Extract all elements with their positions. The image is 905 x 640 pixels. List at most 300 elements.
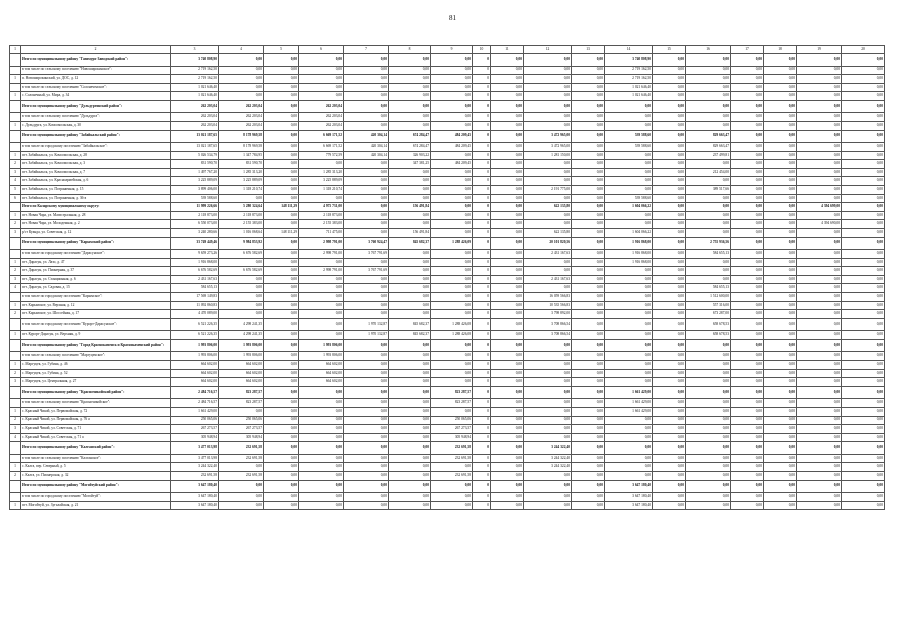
value-cell: 674 284,47 <box>389 130 431 143</box>
value-cell: 0,00 <box>764 331 797 340</box>
value-cell: 267 273,57 <box>171 425 219 434</box>
value-cell: 11 999 226,66 <box>171 203 219 212</box>
value-cell: 0,00 <box>431 250 473 259</box>
value-cell: 0,00 <box>431 100 473 113</box>
value-cell: 1 970 132,87 <box>344 331 389 340</box>
value-cell: 3 472 965,00 <box>524 143 572 152</box>
column-number: 4 <box>219 46 264 54</box>
table-row <box>10 211 885 220</box>
value-cell: 0,00 <box>731 113 764 122</box>
table-row <box>10 471 885 480</box>
row-index: 1 <box>10 501 21 510</box>
value-cell: 0,00 <box>491 378 524 387</box>
value-cell: 0,00 <box>299 258 344 267</box>
value-cell: 0,00 <box>264 416 299 425</box>
value-cell: 17 569 149,83 <box>171 293 219 302</box>
value-cell: 0,00 <box>389 310 431 319</box>
value-cell: 0,00 <box>389 211 431 220</box>
value-cell: 0,00 <box>389 433 431 442</box>
value-cell: 0,00 <box>686 407 731 416</box>
value-cell: 6 676 582,69 <box>219 250 264 259</box>
value-cell: 0,00 <box>389 92 431 101</box>
value-cell: 3 708 866,54 <box>524 318 572 331</box>
value-cell: 0,00 <box>389 399 431 408</box>
value-cell: 0,00 <box>842 339 885 352</box>
row-name: в том числе по городскому поселению "Курорт-Дарасунское": <box>21 318 171 331</box>
value-cell: 0,00 <box>842 160 885 169</box>
value-cell: 0,00 <box>764 463 797 472</box>
value-cell: 0,00 <box>731 194 764 203</box>
value-cell: 484 209,45 <box>431 143 473 152</box>
table-row <box>10 220 885 229</box>
value-cell: 4 394 699,00 <box>797 203 842 212</box>
value-cell: 0,00 <box>605 113 653 122</box>
value-cell: 0,00 <box>686 275 731 284</box>
value-cell: 0,00 <box>572 301 605 310</box>
row-name: Итого по муниципальному району "Газимуро-Заводский район": <box>21 54 171 67</box>
value-cell: 0,00 <box>491 463 524 472</box>
value-cell: 0,00 <box>653 501 686 510</box>
value-cell: 0,00 <box>491 186 524 195</box>
value-cell: 262 203,04 <box>299 100 344 113</box>
value-cell: 1 347 784,95 <box>219 151 264 160</box>
value-cell: 0,00 <box>797 237 842 250</box>
value-cell: 5 026 534,79 <box>171 151 219 160</box>
value-cell: 0,00 <box>797 425 842 434</box>
value-cell: 664 602,00 <box>219 378 264 387</box>
row-name: в том числе по городскому поселению "Дарасунское": <box>21 250 171 259</box>
page-number: 81 <box>449 14 456 22</box>
value-cell: 0,00 <box>797 361 842 370</box>
value-cell: 0,00 <box>653 113 686 122</box>
value-cell: 0,00 <box>264 339 299 352</box>
value-cell: 0,00 <box>764 66 797 75</box>
value-cell: 0,00 <box>572 143 605 152</box>
value-cell: 0,00 <box>572 177 605 186</box>
value-cell: 0,00 <box>344 194 389 203</box>
value-cell: 0,00 <box>264 160 299 169</box>
row-index: 3 <box>10 168 21 177</box>
row-name: с. Маргуцек, ул. Центральная, д. 27 <box>21 378 171 387</box>
value-cell: 0,00 <box>686 194 731 203</box>
table-row <box>10 493 885 502</box>
row-name: в том числе по сельскому поселению "Калганское": <box>21 454 171 463</box>
value-cell: 0,00 <box>797 442 842 455</box>
value-cell: 0,00 <box>842 352 885 361</box>
value-cell: 0,00 <box>344 160 389 169</box>
value-cell: 0,00 <box>344 229 389 238</box>
value-cell: 0,00 <box>686 416 731 425</box>
value-cell: 0,00 <box>842 433 885 442</box>
value-cell: 2 431 167,63 <box>171 275 219 284</box>
value-cell: 0,00 <box>605 267 653 276</box>
value-cell: 0 <box>473 194 491 203</box>
value-cell: 0,00 <box>764 258 797 267</box>
value-cell: 0,00 <box>431 66 473 75</box>
value-cell: 0,00 <box>491 130 524 143</box>
table-row <box>10 369 885 378</box>
value-cell: 0,00 <box>797 399 842 408</box>
value-cell: 0,00 <box>797 267 842 276</box>
value-cell: 0,00 <box>842 310 885 319</box>
value-cell: 0,00 <box>344 100 389 113</box>
value-cell: 6 676 582,69 <box>171 267 219 276</box>
value-cell: 237 499,81 <box>686 151 731 160</box>
value-cell: 0 <box>473 442 491 455</box>
value-cell: 2 484 716,57 <box>171 386 219 399</box>
table-row <box>10 267 885 276</box>
value-cell: 0,00 <box>653 378 686 387</box>
value-cell: 539 588,60 <box>171 194 219 203</box>
row-name: с. Красный Чикой, ул. Советская, д. 71 <box>21 425 171 434</box>
total-row <box>10 100 885 113</box>
value-cell: 2 719 162,50 <box>605 66 653 75</box>
value-cell: 0,00 <box>344 168 389 177</box>
value-cell: 3 244 322,40 <box>524 454 572 463</box>
value-cell: 250 065,06 <box>219 416 264 425</box>
value-cell: 4 298 241,35 <box>219 331 264 340</box>
value-cell: 1 970 132,87 <box>344 318 389 331</box>
value-cell: 0,00 <box>344 258 389 267</box>
value-cell: 0,00 <box>344 378 389 387</box>
value-cell: 0,00 <box>572 378 605 387</box>
value-cell: 0,00 <box>731 203 764 212</box>
value-cell: 0,00 <box>797 407 842 416</box>
value-cell: 0,00 <box>264 100 299 113</box>
value-cell: 0,00 <box>572 168 605 177</box>
value-cell: 0,00 <box>572 310 605 319</box>
value-cell: 0,00 <box>605 100 653 113</box>
value-cell: 262 203,04 <box>299 113 344 122</box>
value-cell: 0,00 <box>524 378 572 387</box>
table-row <box>10 433 885 442</box>
row-name: пгт. Забайкальск, ул. Красноармейская, д. 6 <box>21 177 171 186</box>
value-cell: 0,00 <box>431 168 473 177</box>
value-cell: 0,00 <box>572 54 605 67</box>
value-cell: 0,00 <box>264 168 299 177</box>
value-cell: 0,00 <box>344 75 389 84</box>
column-number: 3 <box>171 46 219 54</box>
value-cell: 0,00 <box>605 275 653 284</box>
value-cell: 0,00 <box>731 493 764 502</box>
value-cell: 664 602,00 <box>171 361 219 370</box>
value-cell: 3 225 889,09 <box>219 177 264 186</box>
value-cell: 0,00 <box>572 463 605 472</box>
value-cell: 0,00 <box>299 471 344 480</box>
table-row <box>10 407 885 416</box>
value-cell: 0,00 <box>731 463 764 472</box>
value-cell: 0,00 <box>686 220 731 229</box>
value-cell: 0,00 <box>431 361 473 370</box>
value-cell: 0,00 <box>572 229 605 238</box>
value-cell: 0,00 <box>491 83 524 92</box>
row-index: 2 <box>10 267 21 276</box>
value-cell: 0 <box>473 293 491 302</box>
value-cell: 0,00 <box>572 331 605 340</box>
value-cell: 232 691,58 <box>219 442 264 455</box>
column-number: 7 <box>344 46 389 54</box>
value-cell: 0,00 <box>524 220 572 229</box>
value-cell: 3 647 180,40 <box>605 480 653 493</box>
value-cell: 0,00 <box>797 310 842 319</box>
total-row <box>10 442 885 455</box>
value-cell: 0 <box>473 250 491 259</box>
value-cell: 0,00 <box>264 293 299 302</box>
value-cell: 0,00 <box>491 229 524 238</box>
value-cell: 1 288 426,08 <box>431 318 473 331</box>
value-cell: 0,00 <box>491 454 524 463</box>
value-cell: 0,00 <box>431 203 473 212</box>
value-cell: 4 394 690,00 <box>797 220 842 229</box>
value-cell: 0,00 <box>653 237 686 250</box>
row-index <box>10 113 21 122</box>
value-cell: 0,00 <box>264 454 299 463</box>
value-cell: 0,00 <box>264 54 299 67</box>
value-cell: 0,00 <box>731 92 764 101</box>
value-cell: 0,00 <box>797 66 842 75</box>
value-cell: 262 203,04 <box>171 100 219 113</box>
value-cell: 33 749 449,46 <box>171 237 219 250</box>
value-cell: 1 661 429,00 <box>171 407 219 416</box>
value-cell: 0,00 <box>572 339 605 352</box>
value-cell: 2 998 791,00 <box>299 250 344 259</box>
value-cell: 0,00 <box>431 220 473 229</box>
value-cell: 0,00 <box>605 220 653 229</box>
value-cell: 0,00 <box>524 100 572 113</box>
value-cell: 1 661 429,00 <box>605 399 653 408</box>
value-cell: 0,00 <box>572 493 605 502</box>
value-cell: 0,00 <box>219 301 264 310</box>
value-cell: 0,00 <box>431 301 473 310</box>
value-cell: 0,00 <box>764 250 797 259</box>
column-number: 13 <box>572 46 605 54</box>
row-name: п. Новоширокинский, ул. ДОС, д. 12 <box>21 75 171 84</box>
row-index <box>10 386 21 399</box>
value-cell: 0,00 <box>264 352 299 361</box>
value-cell: 0,00 <box>731 284 764 293</box>
value-cell: 0,00 <box>344 454 389 463</box>
value-cell: 0,00 <box>686 92 731 101</box>
value-cell: 3 708 866,54 <box>524 331 572 340</box>
value-cell: 0,00 <box>572 151 605 160</box>
value-cell: 0,00 <box>731 399 764 408</box>
value-cell: 0,00 <box>764 229 797 238</box>
value-cell: 0,00 <box>431 211 473 220</box>
value-cell: 6 550 073,00 <box>171 220 219 229</box>
value-cell: 0,00 <box>842 361 885 370</box>
value-cell: 0,00 <box>264 275 299 284</box>
value-cell: 0,00 <box>731 425 764 434</box>
value-cell: 0,00 <box>572 433 605 442</box>
value-cell: 0 <box>473 480 491 493</box>
value-cell: 0,00 <box>764 211 797 220</box>
value-cell: 20 101 820,56 <box>524 237 572 250</box>
value-cell: 0,00 <box>653 471 686 480</box>
value-cell: 0,00 <box>842 267 885 276</box>
value-cell: 0,00 <box>686 369 731 378</box>
table-row <box>10 284 885 293</box>
value-cell: 0,00 <box>797 160 842 169</box>
value-cell: 0,00 <box>219 501 264 510</box>
value-cell: 0,00 <box>491 203 524 212</box>
value-cell: 0,00 <box>686 480 731 493</box>
value-cell: 0,00 <box>653 339 686 352</box>
value-cell: 0,00 <box>842 250 885 259</box>
value-cell: 0,00 <box>797 471 842 480</box>
value-cell: 0,00 <box>653 211 686 220</box>
value-cell: 0,00 <box>731 267 764 276</box>
value-cell: 0,00 <box>491 220 524 229</box>
value-cell: 0,00 <box>491 442 524 455</box>
value-cell: 0,00 <box>797 339 842 352</box>
table-row <box>10 151 885 160</box>
value-cell: 0,00 <box>299 160 344 169</box>
value-cell: 0,00 <box>731 211 764 220</box>
column-number: 1 <box>10 46 21 54</box>
row-name: пгт. Дарасун, ул. Садовая, д. 15 <box>21 284 171 293</box>
value-cell: 0,00 <box>431 501 473 510</box>
value-cell: 3 225 889,09 <box>171 177 219 186</box>
value-cell: 0,00 <box>491 151 524 160</box>
value-cell: 0,00 <box>764 425 797 434</box>
value-cell: 0,00 <box>797 75 842 84</box>
value-cell: 0,00 <box>572 258 605 267</box>
value-cell: 0,00 <box>524 258 572 267</box>
row-index <box>10 442 21 455</box>
row-name: с. Маргуцек, ул. Губина, д. 52 <box>21 369 171 378</box>
value-cell: 389 517,66 <box>686 186 731 195</box>
value-cell: 1 661 429,00 <box>605 386 653 399</box>
row-index <box>10 339 21 352</box>
value-cell: 0,00 <box>572 501 605 510</box>
value-cell: 0,00 <box>653 151 686 160</box>
value-cell: 0,00 <box>686 463 731 472</box>
column-number: 15 <box>653 46 686 54</box>
value-cell: 0,00 <box>389 442 431 455</box>
value-cell: 0,00 <box>431 284 473 293</box>
value-cell: 0,00 <box>605 310 653 319</box>
value-cell: 0,00 <box>653 267 686 276</box>
row-index: 1 <box>10 463 21 472</box>
value-cell: 0,00 <box>605 284 653 293</box>
value-cell: 1 281 150,00 <box>524 151 572 160</box>
value-cell: 8 178 969,58 <box>219 130 264 143</box>
value-cell: 0,00 <box>491 433 524 442</box>
value-cell: 0,00 <box>264 310 299 319</box>
value-cell: 0 <box>473 369 491 378</box>
column-number: 16 <box>686 46 731 54</box>
value-cell: 0,00 <box>797 100 842 113</box>
value-cell: 0,00 <box>731 160 764 169</box>
value-cell: 0,00 <box>764 310 797 319</box>
row-index: 1 <box>10 75 21 84</box>
value-cell: 0,00 <box>797 143 842 152</box>
row-index: 4 <box>10 433 21 442</box>
value-cell: 0,00 <box>219 92 264 101</box>
table-row <box>10 121 885 130</box>
value-cell: 0,00 <box>764 442 797 455</box>
row-index: 1 <box>10 258 21 267</box>
row-name: с. Красный Чикой, ул. Советская, д. 71 а <box>21 433 171 442</box>
value-cell: 0,00 <box>389 186 431 195</box>
row-name: в том числе по городскому поселению "Забайкальское": <box>21 143 171 152</box>
column-number: 11 <box>491 46 524 54</box>
value-cell: 0,00 <box>524 369 572 378</box>
value-cell: 0,00 <box>686 339 731 352</box>
value-cell: 0,00 <box>299 442 344 455</box>
column-number: 5 <box>264 46 299 54</box>
value-cell: 0,00 <box>299 310 344 319</box>
value-cell: 1 285 313,20 <box>299 168 344 177</box>
value-cell: 2 719 162,50 <box>171 66 219 75</box>
row-name: Итого по муниципальному району "Карымский район": <box>21 237 171 250</box>
value-cell: 0 <box>473 168 491 177</box>
value-cell: 0,00 <box>431 369 473 378</box>
row-index <box>10 66 21 75</box>
value-cell: 0,00 <box>842 229 885 238</box>
value-cell: 829 663,47 <box>686 130 731 143</box>
value-cell: 658 678,53 <box>686 318 731 331</box>
value-cell: 0 <box>473 130 491 143</box>
table-row <box>10 83 885 92</box>
row-index <box>10 454 21 463</box>
value-cell: 0,00 <box>731 258 764 267</box>
value-cell: 0,00 <box>731 66 764 75</box>
value-cell: 0,00 <box>605 339 653 352</box>
row-name: с. Красный Чикой, ул. Первомайская, д. 76 а <box>21 416 171 425</box>
value-cell: 664 602,00 <box>171 369 219 378</box>
value-cell: 0,00 <box>572 130 605 143</box>
value-cell: 2 755 936,56 <box>686 237 731 250</box>
row-index <box>10 83 21 92</box>
value-cell: 0,00 <box>264 463 299 472</box>
value-cell: 0,00 <box>764 54 797 67</box>
value-cell: 0,00 <box>219 407 264 416</box>
value-cell: 0,00 <box>572 369 605 378</box>
value-cell: 0,00 <box>605 151 653 160</box>
value-cell: 0,00 <box>572 386 605 399</box>
value-cell: 0,00 <box>264 75 299 84</box>
value-cell: 0,00 <box>524 399 572 408</box>
table-row <box>10 301 885 310</box>
total-row <box>10 54 885 67</box>
value-cell: 622 135,80 <box>524 203 572 212</box>
value-cell: 0,00 <box>491 237 524 250</box>
value-cell: 0,00 <box>524 160 572 169</box>
value-cell: 0,00 <box>524 211 572 220</box>
value-cell: 0,00 <box>797 113 842 122</box>
value-cell: 0,00 <box>731 237 764 250</box>
value-cell: 0,00 <box>264 113 299 122</box>
value-cell: 0,00 <box>219 194 264 203</box>
value-cell: 0,00 <box>842 284 885 293</box>
value-cell: 0,00 <box>389 250 431 259</box>
row-name: Итого по муниципальному району "Могойтуйский район": <box>21 480 171 493</box>
value-cell: 0,00 <box>653 186 686 195</box>
value-cell: 0,00 <box>653 454 686 463</box>
value-cell: 0,00 <box>653 433 686 442</box>
value-cell: 0,00 <box>219 66 264 75</box>
value-cell: 831 590,70 <box>171 160 219 169</box>
value-cell: 0,00 <box>731 480 764 493</box>
value-cell: 674 284,47 <box>389 143 431 152</box>
value-cell: 0,00 <box>797 301 842 310</box>
value-cell: 0,00 <box>491 301 524 310</box>
value-cell: 0,00 <box>797 493 842 502</box>
row-index: 1 <box>10 331 21 340</box>
value-cell: 0,00 <box>686 100 731 113</box>
value-cell: 0,00 <box>764 399 797 408</box>
